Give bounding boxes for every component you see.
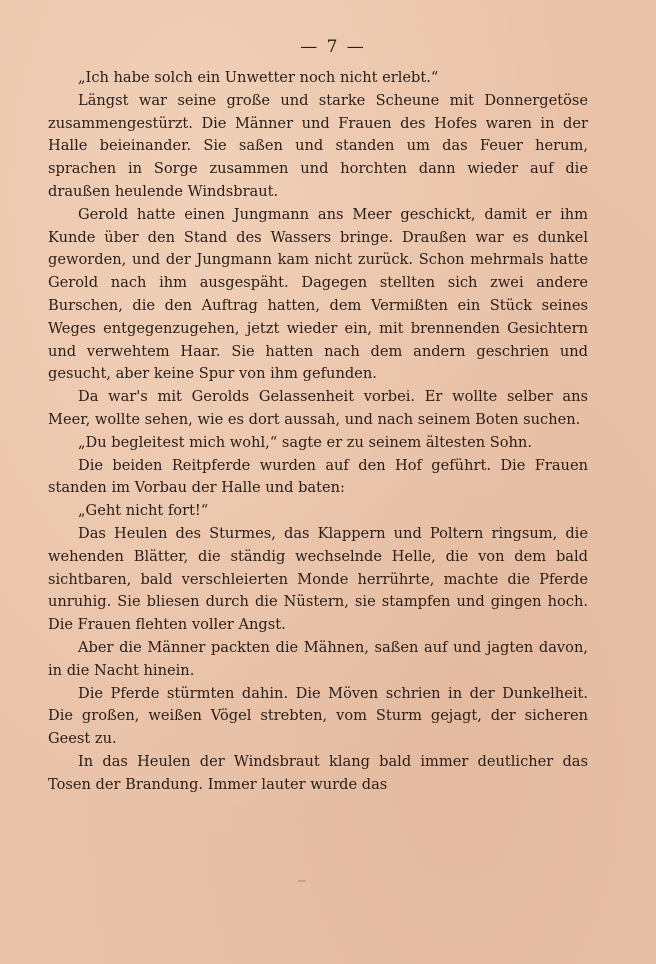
- page-number: — 7 —: [300, 37, 366, 57]
- paragraph: „Geht nicht fort!“: [78, 502, 209, 520]
- paragraph: Die beiden Reitpferde wurden auf den Hof geführt. Die Frauen standen im Vorbau der Halle und baten:: [48, 456, 588, 497]
- paragraph: „Du begleitest mich wohl,“ sagte er zu seinem ältesten Sohn.: [78, 433, 532, 451]
- book-page: [48, 34, 588, 934]
- paragraph: Längst war seine große und starke Scheune mit Donnergetöse zusammengestürzt. Die Männer und Frauen des Hofes waren in der Halle beieinander. Sie saßen und standen um das Feuer herum, sprachen in Sorge zusammen und horchten dann wieder auf die draußen heulende Windsbraut.: [48, 91, 588, 200]
- paragraph: In das Heulen der Windsbraut klang bald immer deutlicher das Tosen der Brandung. Immer lauter wurde das: [48, 752, 588, 793]
- paragraph: Da war's mit Gerolds Gelassenheit vorbei. Er wollte selber ans Meer, wollte sehen, wie es dort aussah, und nach seinem Boten suchen.: [48, 388, 588, 428]
- paragraph: Gerold hatte einen Jungmann ans Meer geschickt, damit er ihm Kunde über den Stand des Wassers bringe. Draußen war es dunkel geworden, und der Jungmann kam nicht zurück. Schon mehrmals hatte Gerold nach ihm ausgespäht. Dagegen stellten sich zwei andere Burschen, die den Auftrag hatten, dem Vermißten ein Stück seines Weges entgegenzugehen, jetzt wieder ein, mit brennenden Gesichtern und verwehtem Haar. Sie hatten nach dem andern geschrien und gesucht, aber keine Spur von ihm gefunden.: [48, 205, 588, 383]
- paper-mark: [298, 880, 306, 882]
- paragraph: Das Heulen des Sturmes, das Klappern und Poltern ringsum, die wehenden Blätter, die ständig wechselnde Helle, die von dem bald sichtbaren, bald verschleierten Monde herrührte, machte die Pferde unruhig. Sie bliesen durch die Nüstern, sie stampfen und gingen hoch. Die Frauen flehten voller Angst.: [48, 524, 588, 634]
- paragraph: Die Pferde stürmten dahin. Die Möven schrien in der Dunkelheit. Die großen, weißen Vögel strebten, vom Sturm gejagt, der sicheren Geest zu.: [48, 684, 588, 748]
- paragraph: Aber die Männer packten die Mähnen, saßen auf und jagten davon, in die Nacht hinein.: [48, 638, 588, 679]
- body-text: [48, 67, 588, 797]
- paragraph: „Ich habe solch ein Unwetter noch nicht erlebt.“: [78, 69, 439, 86]
